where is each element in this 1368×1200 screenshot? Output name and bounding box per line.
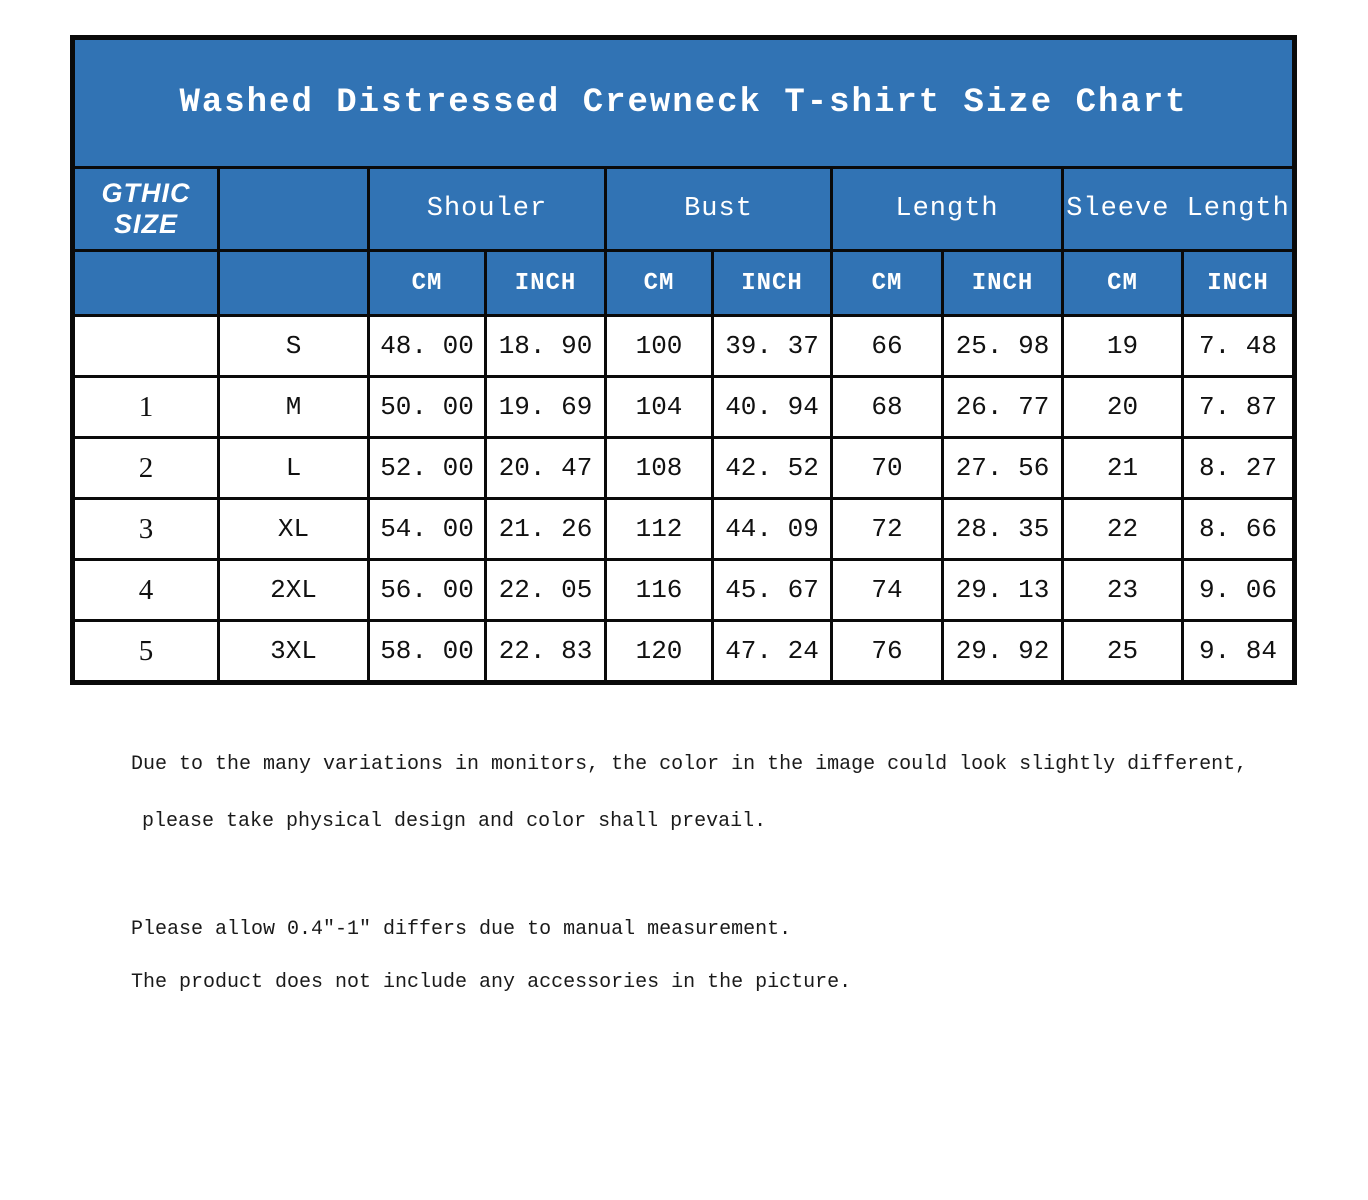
unit-header-length-inch: INCH	[943, 251, 1063, 316]
size-label: 3XL	[219, 621, 369, 683]
length-inch-value: 25. 98	[943, 316, 1063, 377]
size-label: 2XL	[219, 560, 369, 621]
brand-label: GTHIC SIZE	[73, 168, 219, 251]
column-group-header-row	[73, 168, 1295, 251]
row-index: 1	[73, 377, 219, 438]
size-label: XL	[219, 499, 369, 560]
bust-inch-value: 42. 52	[713, 438, 832, 499]
sleeve-inch-value: 8. 27	[1183, 438, 1295, 499]
length-inch-value: 26. 77	[943, 377, 1063, 438]
table-row-xl	[73, 499, 1295, 560]
note-manual-measurement: Please allow 0.4"-1" differs due to manual measurement.	[131, 918, 792, 941]
shoulder-inch-value: 22. 83	[486, 621, 606, 683]
row-index: 2	[73, 438, 219, 499]
sleeve-inch-value: 7. 48	[1183, 316, 1295, 377]
length-cm-value: 74	[832, 560, 943, 621]
sleeve-inch-value: 8. 66	[1183, 499, 1295, 560]
sleeve-cm-value: 19	[1063, 316, 1183, 377]
length-cm-value: 70	[832, 438, 943, 499]
sleeve-inch-value: 9. 84	[1183, 621, 1295, 683]
bust-cm-value: 120	[606, 621, 713, 683]
sleeve-cm-value: 21	[1063, 438, 1183, 499]
shoulder-cm-value: 54. 00	[369, 499, 486, 560]
bust-cm-value: 100	[606, 316, 713, 377]
shoulder-inch-value: 22. 05	[486, 560, 606, 621]
unit-header-shoulder-cm: CM	[369, 251, 486, 316]
row-index: 3	[73, 499, 219, 560]
table-row-3xl	[73, 621, 1295, 683]
shoulder-inch-value: 19. 69	[486, 377, 606, 438]
bust-inch-value: 39. 37	[713, 316, 832, 377]
size-label: L	[219, 438, 369, 499]
length-inch-value: 29. 92	[943, 621, 1063, 683]
sleeve-cm-value: 22	[1063, 499, 1183, 560]
bust-inch-value: 40. 94	[713, 377, 832, 438]
length-cm-value: 66	[832, 316, 943, 377]
table-row-m	[73, 377, 1295, 438]
length-inch-value: 29. 13	[943, 560, 1063, 621]
size-chart-title: Washed Distressed Crewneck T-shirt Size Chart	[73, 38, 1295, 168]
bust-cm-value: 116	[606, 560, 713, 621]
sleeve-inch-value: 9. 06	[1183, 560, 1295, 621]
column-group-shoulder: Shouler	[369, 168, 606, 251]
unit-header-bust-inch: INCH	[713, 251, 832, 316]
length-cm-value: 72	[832, 499, 943, 560]
title-banner-row	[73, 38, 1295, 168]
size-chart-table	[70, 35, 1297, 685]
sleeve-cm-value: 25	[1063, 621, 1183, 683]
shoulder-cm-value: 50. 00	[369, 377, 486, 438]
size-label: M	[219, 377, 369, 438]
bust-cm-value: 112	[606, 499, 713, 560]
column-group-sleeve-length: Sleeve Length	[1063, 168, 1295, 251]
row-index	[73, 316, 219, 377]
length-inch-value: 27. 56	[943, 438, 1063, 499]
shoulder-inch-value: 21. 26	[486, 499, 606, 560]
length-cm-value: 76	[832, 621, 943, 683]
unit-header-empty	[73, 251, 219, 316]
bust-inch-value: 47. 24	[713, 621, 832, 683]
bust-cm-value: 108	[606, 438, 713, 499]
row-index: 5	[73, 621, 219, 683]
unit-header-empty	[219, 251, 369, 316]
note-monitor-color-line2: please take physical design and color shall prevail.	[142, 810, 767, 833]
unit-header-bust-cm: CM	[606, 251, 713, 316]
sleeve-cm-value: 23	[1063, 560, 1183, 621]
note-accessories: The product does not include any accessories in the picture.	[131, 971, 852, 994]
shoulder-cm-value: 52. 00	[369, 438, 486, 499]
shoulder-cm-value: 58. 00	[369, 621, 486, 683]
unit-header-shoulder-inch: INCH	[486, 251, 606, 316]
unit-header-row	[73, 251, 1295, 316]
unit-header-length-cm: CM	[832, 251, 943, 316]
size-label: S	[219, 316, 369, 377]
table-row-l	[73, 438, 1295, 499]
column-group-bust: Bust	[606, 168, 832, 251]
unit-header-sleeve-cm: CM	[1063, 251, 1183, 316]
note-monitor-color-line1: Due to the many variations in monitors, the color in the image could look slightly different,	[131, 753, 1248, 776]
table-row-2xl	[73, 560, 1295, 621]
length-cm-value: 68	[832, 377, 943, 438]
row-index: 4	[73, 560, 219, 621]
bust-cm-value: 104	[606, 377, 713, 438]
shoulder-cm-value: 48. 00	[369, 316, 486, 377]
bust-inch-value: 45. 67	[713, 560, 832, 621]
shoulder-cm-value: 56. 00	[369, 560, 486, 621]
disclaimer-notes	[131, 752, 1321, 996]
sleeve-cm-value: 20	[1063, 377, 1183, 438]
sleeve-inch-value: 7. 87	[1183, 377, 1295, 438]
shoulder-inch-value: 20. 47	[486, 438, 606, 499]
size-column-header-empty	[219, 168, 369, 251]
table-row-s	[73, 316, 1295, 377]
unit-header-sleeve-inch: INCH	[1183, 251, 1295, 316]
column-group-length: Length	[832, 168, 1063, 251]
length-inch-value: 28. 35	[943, 499, 1063, 560]
bust-inch-value: 44. 09	[713, 499, 832, 560]
shoulder-inch-value: 18. 90	[486, 316, 606, 377]
